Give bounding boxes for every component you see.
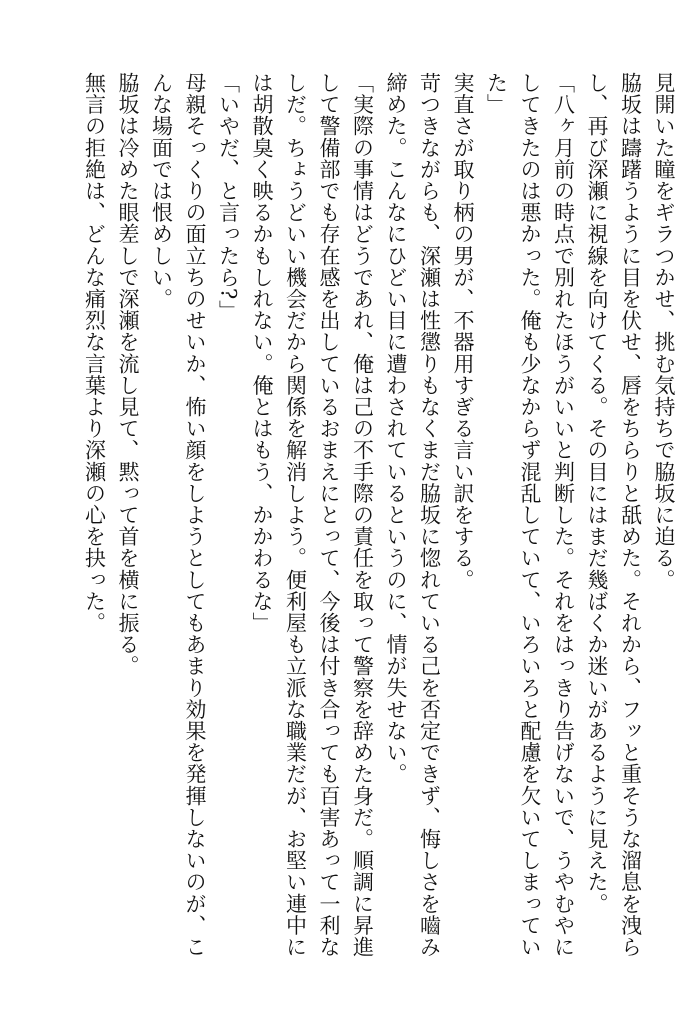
paragraph-8: 母親そっくりの面立ちのせいか、怖い顔をしようとしてもあまり効果を発揮しないのが、こんな場面では恨めしい。: [149, 72, 207, 958]
vertical-text-body: [77, 72, 680, 972]
paragraph-10: 無言の拒絶は、どんな痛烈な言葉より深瀬の心を抉った。: [82, 72, 107, 634]
paragraph-7: 「いやだ、と言ったら?」: [216, 72, 241, 322]
paragraph-5: 苛つきながらも、深瀬は性懲りもなくまだ脇坂に惚れている己を否定できず、悔しさを嚙み締めた。こんなにひどい目に遭わされているというのに、情が失せない。: [384, 72, 442, 958]
paragraph-4: 実直さが取り柄の男が、不器用すぎる言い訳をする。: [451, 72, 475, 591]
paragraph-1: 見開いた瞳をギラつかせ、挑む気持ちで脇坂に迫る。: [652, 72, 676, 591]
paragraph-9: 脇坂は冷めた眼差しで深瀬を流し見て、黙って首を横に振る。: [116, 72, 140, 677]
paragraph-2: 脇坂は躊躇うように目を伏せ、唇をちらりと舐めた。それから、フッと重そうな溜息を洩らし、再び深瀬に視線を向けてくる。その目にはまだ幾ばくか迷いがあるように見えた。: [585, 72, 643, 958]
paragraph-3: 「八ヶ月前の時点で別れたほうがいいと判断した。それをはっきり告げないで、うやむやにしてきたのは悪かった。俺も少なからず混乱していて、いろいろと配慮を欠いてしまっていた」: [484, 72, 576, 958]
paragraph-6: 「実際の事情はどうであれ、俺は己の不手際の責任を取って警察を辞めた身だ。順調に昇進して警備部でも存在感を出しているおまえにとって、今後は付き合っても百害あって一利なしだ。ちょうどいい機会だから関係を解消しよう。便利屋も立派な職業だが、お堅い連中には胡散臭く映るかもしれない。俺とはもう、かかわるな」: [250, 72, 375, 958]
